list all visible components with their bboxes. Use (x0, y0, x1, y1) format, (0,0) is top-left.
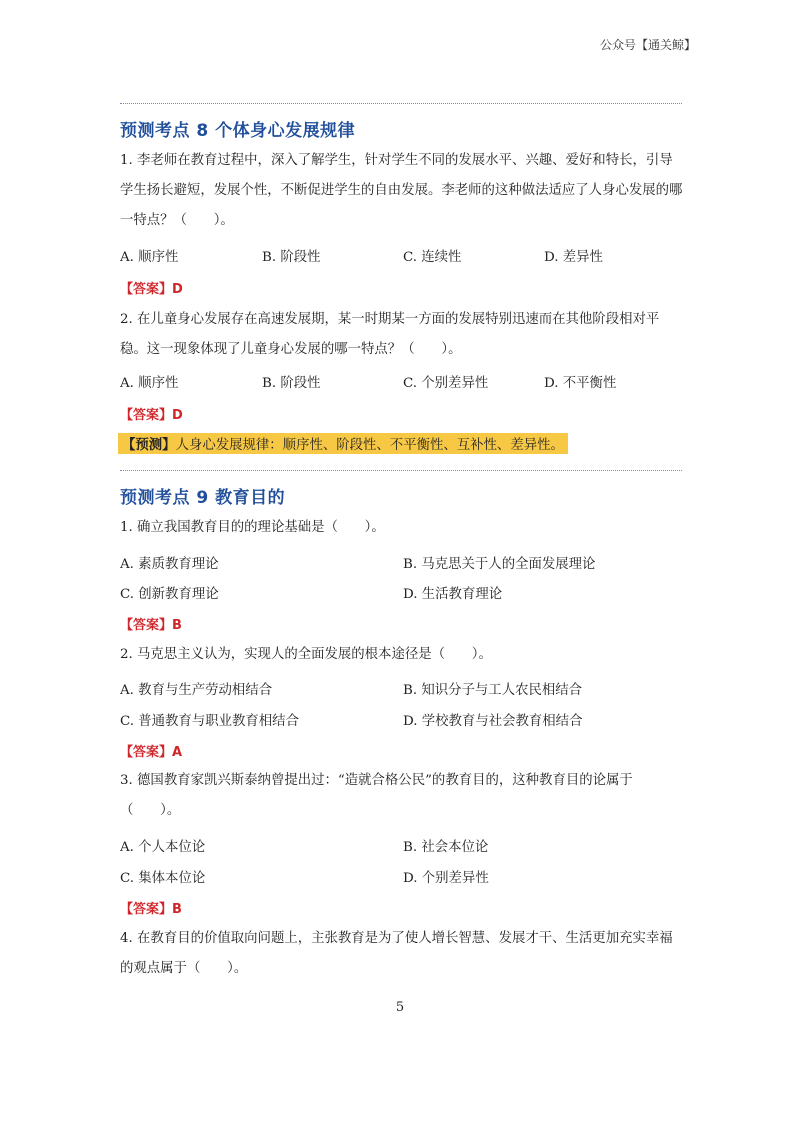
answer: 【答案】B (120, 902, 182, 917)
question-text: 1. 确立我国教育目的的理论基础是（ ）。 (120, 520, 385, 535)
question-text: 3. 德国教育家凯兴斯泰纳曾提出过：“造就合格公民”的教育目的，这种教育目的论属于（ ）。 (120, 773, 633, 818)
page-number: 5 (395, 1000, 405, 1015)
option-d: D. 学校教育与社会教育相结合 (403, 714, 583, 729)
option-b: B. 阶段性 (262, 376, 321, 391)
option-c: C. 连续性 (403, 250, 462, 265)
section-divider (120, 103, 682, 104)
answer: 【答案】A (120, 745, 183, 760)
option-d: D. 个别差异性 (403, 871, 489, 886)
question-text: 2. 在儿童身心发展存在高速发展期，某一时期某一方面的发展特别迅速而在其他阶段相对平稳。这一现象体现了儿童身心发展的哪一特点？（ ）。 (120, 312, 660, 357)
option-c: C. 创新教育理论 (120, 587, 219, 602)
question-text: 2. 马克思主义认为，实现人的全面发展的根本途径是（ ）。 (120, 647, 492, 662)
question-text: 1. 李老师在教育过程中，深入了解学生，针对学生不同的发展水平、兴趣、爱好和特长，引导学生扬长避短，发展个性，不断促进学生的自由发展。李老师的这种做法适应了人身心发展的哪一特点？（ ）。 (120, 153, 683, 228)
option-b: B. 马克思关于人的全面发展理论 (403, 557, 596, 572)
option-d: D. 差异性 (544, 250, 603, 265)
answer: 【答案】D (120, 282, 183, 297)
prediction-highlight (118, 433, 568, 454)
page-header: 公众号【通关鲸】 (599, 38, 696, 52)
answer: 【答案】D (120, 408, 183, 423)
option-b: B. 社会本位论 (403, 840, 489, 855)
option-c: C. 集体本位论 (120, 871, 206, 886)
section-title: 预测考点 9 教育目的 (120, 488, 286, 508)
option-c: C. 普通教育与职业教育相结合 (120, 714, 299, 729)
option-a: A. 个人本位论 (120, 840, 206, 855)
question-text: 4. 在教育目的价值取向问题上，主张教育是为了使人增长智慧、发展才干、生活更加充实幸福的观点属于（ ）。 (120, 931, 673, 976)
section-divider (120, 470, 682, 471)
option-b: B. 知识分子与工人农民相结合 (403, 683, 583, 698)
prediction-text: 人身心发展规律：顺序性、阶段性、不平衡性、互补性、差异性。 (175, 438, 564, 453)
option-a: A. 教育与生产劳动相结合 (120, 683, 273, 698)
option-a: A. 素质教育理论 (120, 557, 219, 572)
option-d: D. 生活教育理论 (403, 587, 503, 602)
prediction-tag: 【预测】 (122, 438, 176, 453)
option-b: B. 阶段性 (262, 250, 321, 265)
option-a: A. 顺序性 (120, 376, 179, 391)
option-a: A. 顺序性 (120, 250, 179, 265)
option-c: C. 个别差异性 (403, 376, 489, 391)
answer: 【答案】B (120, 618, 182, 633)
section-title: 预测考点 8 个体身心发展规律 (120, 121, 356, 141)
option-d: D. 不平衡性 (544, 376, 617, 391)
